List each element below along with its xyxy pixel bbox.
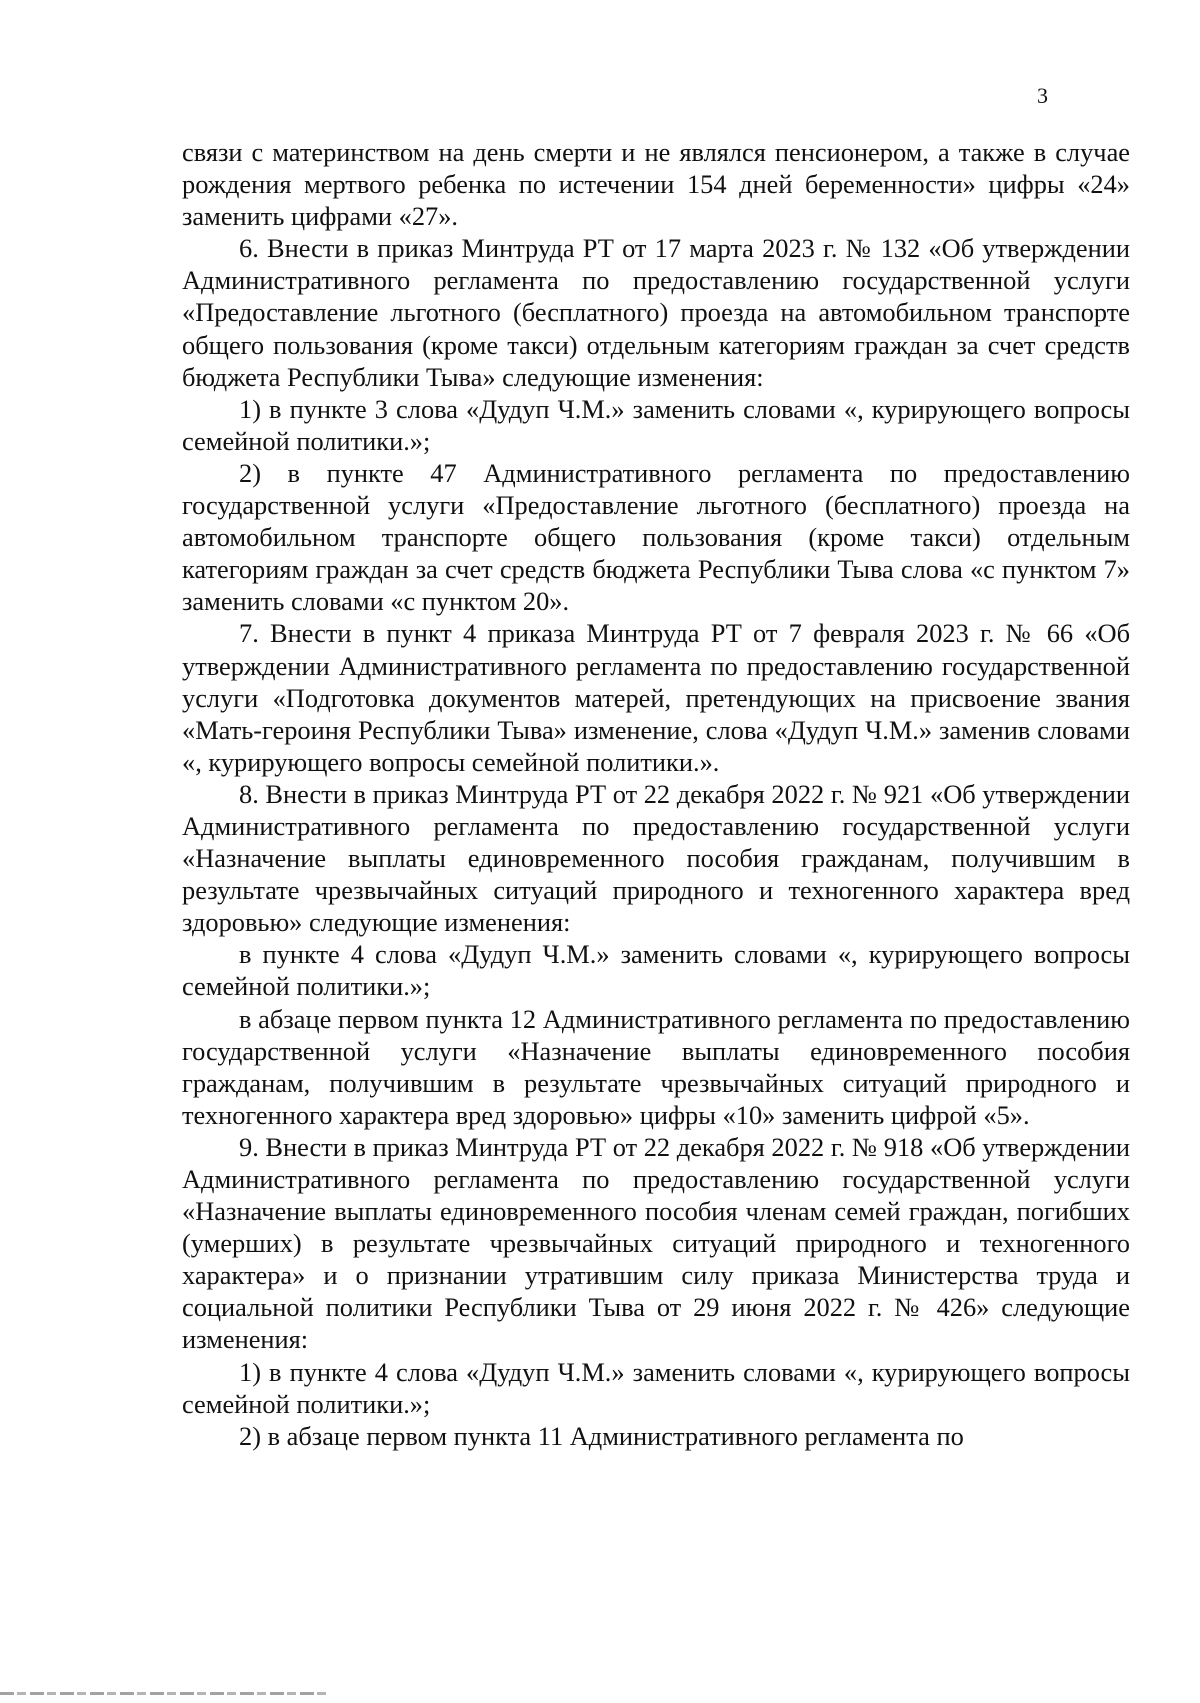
paragraph-item-9-1: 1) в пункте 4 слова «Дудуп Ч.М.» заменить словами «, курирующего вопросы семейной политики.»; — [182, 1356, 1130, 1419]
paragraph-item-7: 7. Внести в пункт 4 приказа Минтруда РТ от 7 февраля 2023 г. № 66 «Об утверждении Административного регламента по предоставлению государственной услуги «Подготовка документов матерей, претендующих на присвоение звания «Мать-героиня Республики Тыва» изменение, слова «Дудуп Ч.М.» заменив словами «, курирующего вопросы семейной политики.». — [182, 618, 1130, 777]
paragraph-item-8-b: в абзаце первом пункта 12 Административного регламента по предоставлению государственной услуги «Назначение выплаты единовременного пособия гражданам, получившим в результате чрезвычайных ситуаций природного и техногенного характера вред здоровью» цифры «10» заменить цифрой «5». — [182, 1003, 1130, 1130]
scan-edge-artifact — [0, 1692, 330, 1695]
paragraph-item-6-1: 1) в пункте 3 слова «Дудуп Ч.М.» заменить словами «, курирующего вопросы семейной политики.»; — [182, 393, 1130, 456]
paragraph-item-6: 6. Внести в приказ Минтруда РТ от 17 марта 2023 г. № 132 «Об утверждении Административного регламента по предоставлению государственной услуги «Предоставление льготного (бесплатного) проезда на автомобильном транспорте общего пользования (кроме такси) отдельным категориям граждан за счет средств бюджета Республики Тыва» следующие изменения: — [182, 233, 1130, 392]
paragraph-item-9: 9. Внести в приказ Минтруда РТ от 22 декабря 2022 г. № 918 «Об утверждении Административного регламента по предоставлению государственной услуги «Назначение выплаты единовременного пособия членам семей граждан, погибших (умерших) в результате чрезвычайных ситуаций природного и техногенного характера» и о признании утратившим силу приказа Министерства труда и социальной политики Республики Тыва от 29 июня 2022 г. № 426» следующие изменения: — [182, 1131, 1130, 1355]
document-body — [182, 136, 1130, 1452]
paragraph-item-6-2: 2) в пункте 47 Административного регламента по предоставлению государственной услуги «Предоставление льготного (бесплатного) проезда на автомобильном транспорте общего пользования (кроме такси) отдельным категориям граждан за счет средств бюджета Республики Тыва слова «с пунктом 7» заменить словами «с пунктом 20». — [182, 457, 1130, 617]
paragraph-continuation: связи с материнством на день смерти и не являлся пенсионером, а также в случае рождения мертвого ребенка по истечении 154 дней беременности» цифры «24» заменить цифрами «27». — [182, 137, 1130, 232]
paragraph-item-9-2: 2) в абзаце первом пункта 11 Административного регламента по — [239, 1420, 964, 1451]
paragraph-item-8: 8. Внести в приказ Минтруда РТ от 22 декабря 2022 г. № 921 «Об утверждении Административного регламента по предоставлению государственной услуги «Назначение выплаты единовременного пособия гражданам, получившим в результате чрезвычайных ситуаций природного и техногенного характера вред здоровью» следующие изменения: — [182, 778, 1130, 938]
paragraph-item-8-a: в пункте 4 слова «Дудуп Ч.М.» заменить словами «, курирующего вопросы семейной политики.»; — [182, 939, 1130, 1002]
page-number: 3 — [1037, 83, 1048, 108]
